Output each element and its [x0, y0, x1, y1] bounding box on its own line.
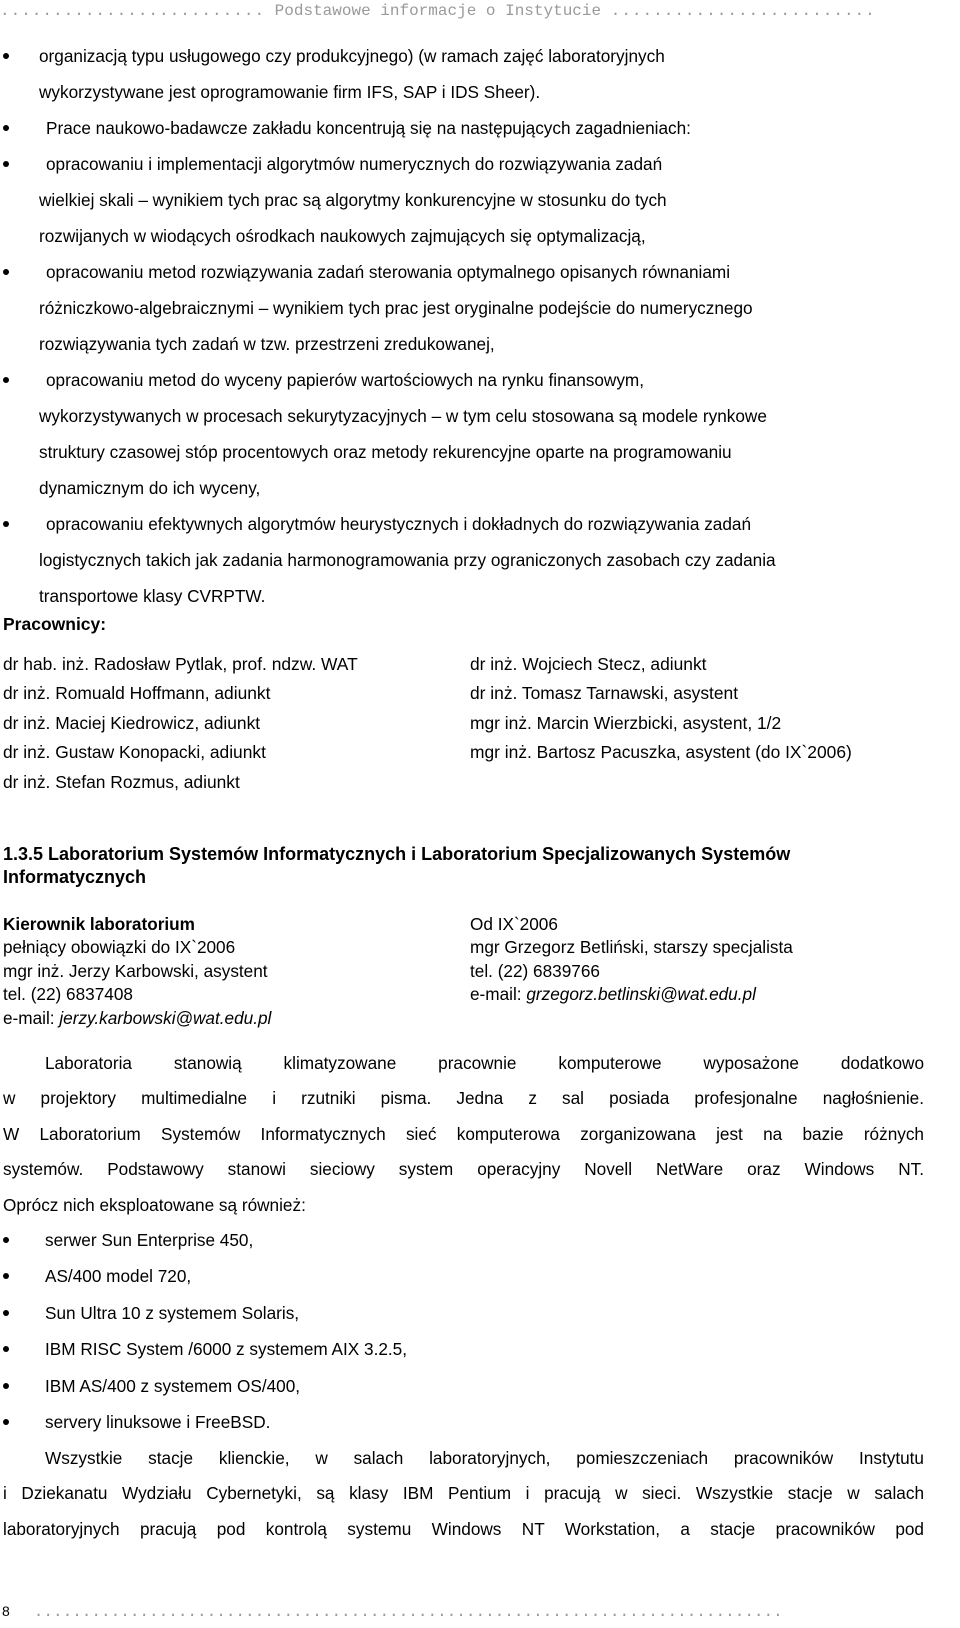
- bullet-line: logistycznych takich jak zadania harmonogramowania przy ograniczonych zasobach czy zadania: [39, 550, 776, 570]
- header-title: Podstawowe informacje o Instytucie: [274, 2, 602, 20]
- bullet-line: opracowaniu metod do wyceny papierów wartościowych na rynku finansowym,: [46, 370, 645, 390]
- staff-name: mgr inż. Marcin Wierzbicki, asystent, 1/2: [470, 712, 782, 733]
- bullet-line: transportowe klasy CVRPTW.: [39, 586, 266, 606]
- list-item-text: IBM AS/400 z systemem OS/400,: [45, 1375, 301, 1396]
- bullet-line: struktury czasowej stóp procentowych oraz metody rekurencyjne oparte na programowaniu: [39, 442, 732, 462]
- email-link[interactable]: grzegorz.betlinski@wat.edu.pl: [526, 984, 756, 1005]
- bullet-dot-icon: [3, 521, 9, 527]
- bullet-dot-icon: [3, 269, 9, 275]
- bullet-dot-icon: [3, 161, 9, 167]
- list-item-text: AS/400 model 720,: [45, 1266, 192, 1287]
- list-item-text: IBM RISC System /6000 z systemem AIX 3.2.5,: [45, 1339, 408, 1360]
- bullet-line: Prace naukowo-badawcze zakładu koncentrują się na następujących zagadnieniach:: [46, 118, 691, 138]
- staff-row: [3, 650, 943, 679]
- lab-info-row: [3, 983, 943, 1006]
- staff-row: [3, 768, 943, 797]
- staff-row: [3, 709, 943, 738]
- bullet-item: [0, 110, 940, 146]
- bullet-dot-icon: [3, 125, 9, 131]
- staff-name: mgr inż. Bartosz Pacuszka, asystent (do IX`2006): [470, 742, 852, 763]
- bullet-line: rozwiązywania tych zadań w tzw. przestrzeni zredukowanej,: [39, 334, 495, 354]
- footer-dots: ..............................................................................: [33, 1603, 783, 1621]
- paragraph-line: laboratoryjnych pracują pod kontrolą systemu Windows NT Workstation, a stacje pracowników pod: [3, 1518, 924, 1539]
- paragraph-line: systemów. Podstawowy stanowi sieciowy system operacyjny Novell NetWare oraz Windows NT.: [3, 1159, 924, 1180]
- lab-head-title: Kierownik laboratorium: [3, 914, 195, 934]
- bullet-line: wykorzystywane jest oprogramowanie firm IFS, SAP i IDS Sheer).: [39, 82, 541, 102]
- section-heading: 1.3.5 Laboratorium Systemów Informatycznych i Laboratorium Specjalizowanych Systemów Informatycznych: [3, 844, 791, 887]
- staff-name: dr inż. Romuald Hoffmann, adiunkt: [3, 683, 271, 704]
- lab-head-phone: tel. (22) 6837408: [3, 984, 133, 1005]
- email-prefix: e-mail:: [470, 984, 527, 1005]
- staff-name: dr inż. Maciej Kiedrowicz, adiunkt: [3, 712, 261, 733]
- bullet-dot-icon: [3, 53, 9, 59]
- bullet-dot-icon: [3, 1419, 9, 1425]
- list-item: [0, 1331, 940, 1367]
- bullet-item: [0, 506, 940, 614]
- lab-head-email: [3, 1007, 271, 1030]
- email-prefix: e-mail:: [3, 1007, 60, 1028]
- staff-label: Pracownicy:: [3, 614, 107, 634]
- paragraph-line: Oprócz nich eksploatowane są również:: [3, 1194, 306, 1215]
- research-bullet-list: [0, 38, 940, 614]
- lab-head-email: [470, 983, 756, 1006]
- bullet-line: wielkiej skali – wynikiem tych prac są algorytmy konkurencyjne w stosunku do tych: [39, 190, 667, 210]
- lab-description-paragraph: [3, 1046, 924, 1223]
- client-stations-paragraph: [3, 1441, 924, 1547]
- staff-row: [3, 679, 943, 708]
- paragraph-line: i Dziekanatu Wydziału Cybernetyki, są klasy IBM Pentium i pracują w sieci. Wszystkie stacje w salach: [3, 1483, 924, 1504]
- bullet-item: [0, 254, 940, 362]
- lab-info-row: [3, 960, 943, 983]
- bullet-item: [0, 146, 940, 254]
- bullet-line: rozwijanych w wiodących ośrodkach naukowych zajmujących się optymalizacją,: [39, 226, 646, 246]
- lab-head-role: pełniący obowiązki do IX`2006: [3, 937, 236, 958]
- staff-table: [3, 650, 943, 797]
- header-dots-left: .........................: [0, 2, 266, 20]
- list-item: [0, 1404, 940, 1440]
- staff-name: dr inż. Gustaw Konopacki, adiunkt: [3, 742, 266, 763]
- lab-head-name: mgr inż. Jerzy Karbowski, asystent: [3, 960, 268, 981]
- staff-name: dr inż. Stefan Rozmus, adiunkt: [3, 771, 240, 792]
- header-dots-right: .........................: [610, 2, 876, 20]
- list-item: [0, 1295, 940, 1331]
- lab-head-name: mgr Grzegorz Betliński, starszy specjalista: [470, 937, 793, 958]
- staff-name: dr inż. Tomasz Tarnawski, asystent: [470, 683, 739, 704]
- lab-head-info: [3, 913, 943, 1030]
- staff-name: dr inż. Wojciech Stecz, adiunkt: [470, 654, 707, 674]
- staff-name: dr hab. inż. Radosław Pytlak, prof. ndzw. WAT: [3, 654, 358, 674]
- lab-head-phone: tel. (22) 6839766: [470, 960, 600, 981]
- staff-row: [3, 738, 943, 767]
- bullet-line: opracowaniu efektywnych algorytmów heurystycznych i dokładnych do rozwiązywania zadań: [46, 514, 752, 534]
- list-item: [0, 1222, 940, 1258]
- list-item: [0, 1258, 940, 1294]
- bullet-dot-icon: [3, 1346, 9, 1352]
- paragraph-line: W Laboratorium Systemów Informatycznych sieć komputerowa zorganizowana jest na bazie różnych: [3, 1123, 924, 1144]
- lab-info-row: [3, 936, 943, 959]
- lab-info-row: [3, 913, 943, 936]
- lab-info-row: [3, 1007, 943, 1030]
- paragraph-line: w projektory multimedialne i rzutniki pisma. Jedna z sal posiada profesjonalne nagłośnienie.: [3, 1088, 924, 1109]
- bullet-dot-icon: [3, 1237, 9, 1243]
- page-number: 8: [2, 1603, 10, 1619]
- bullet-line: dynamicznym do ich wyceny,: [39, 478, 261, 498]
- lab-head-since: Od IX`2006: [470, 914, 558, 934]
- bullet-line: opracowaniu metod rozwiązywania zadań sterowania optymalnego opisanych równaniami: [46, 262, 731, 282]
- list-item-text: serwer Sun Enterprise 450,: [45, 1230, 254, 1250]
- bullet-line: wykorzystywanych w procesach sekurytyzacyjnych – w tym celu stosowana są modele rynkowe: [39, 406, 767, 426]
- bullet-item: [0, 362, 940, 506]
- bullet-item: [0, 38, 940, 110]
- list-item-text: Sun Ultra 10 z systemem Solaris,: [45, 1302, 300, 1323]
- bullet-dot-icon: [3, 1310, 9, 1316]
- list-item: [0, 1368, 940, 1404]
- bullet-line: organizacją typu usługowego czy produkcyjnego) (w ramach zajęć laboratoryjnych: [39, 46, 665, 66]
- email-link[interactable]: jerzy.karbowski@wat.edu.pl: [59, 1007, 272, 1028]
- bullet-line: różniczkowo-algebraicznymi – wynikiem tych prac jest oryginalne podejście do numerycznego: [39, 298, 753, 318]
- bullet-line: opracowaniu i implementacji algorytmów numerycznych do rozwiązywania zadań: [46, 154, 663, 174]
- bullet-dot-icon: [3, 1383, 9, 1389]
- equipment-list: [0, 1222, 940, 1440]
- paragraph-line: Wszystkie stacje klienckie, w salach laboratoryjnych, pomieszczeniach pracowników Instytutu: [45, 1448, 924, 1468]
- page-header: [0, 0, 960, 22]
- bullet-dot-icon: [3, 1273, 9, 1279]
- paragraph-line: Laboratoria stanowią klimatyzowane pracownie komputerowe wyposażone dodatkowo: [45, 1053, 924, 1073]
- bullet-dot-icon: [3, 377, 9, 383]
- list-item-text: servery linuksowe i FreeBSD.: [45, 1412, 271, 1433]
- page-footer: [0, 1596, 960, 1626]
